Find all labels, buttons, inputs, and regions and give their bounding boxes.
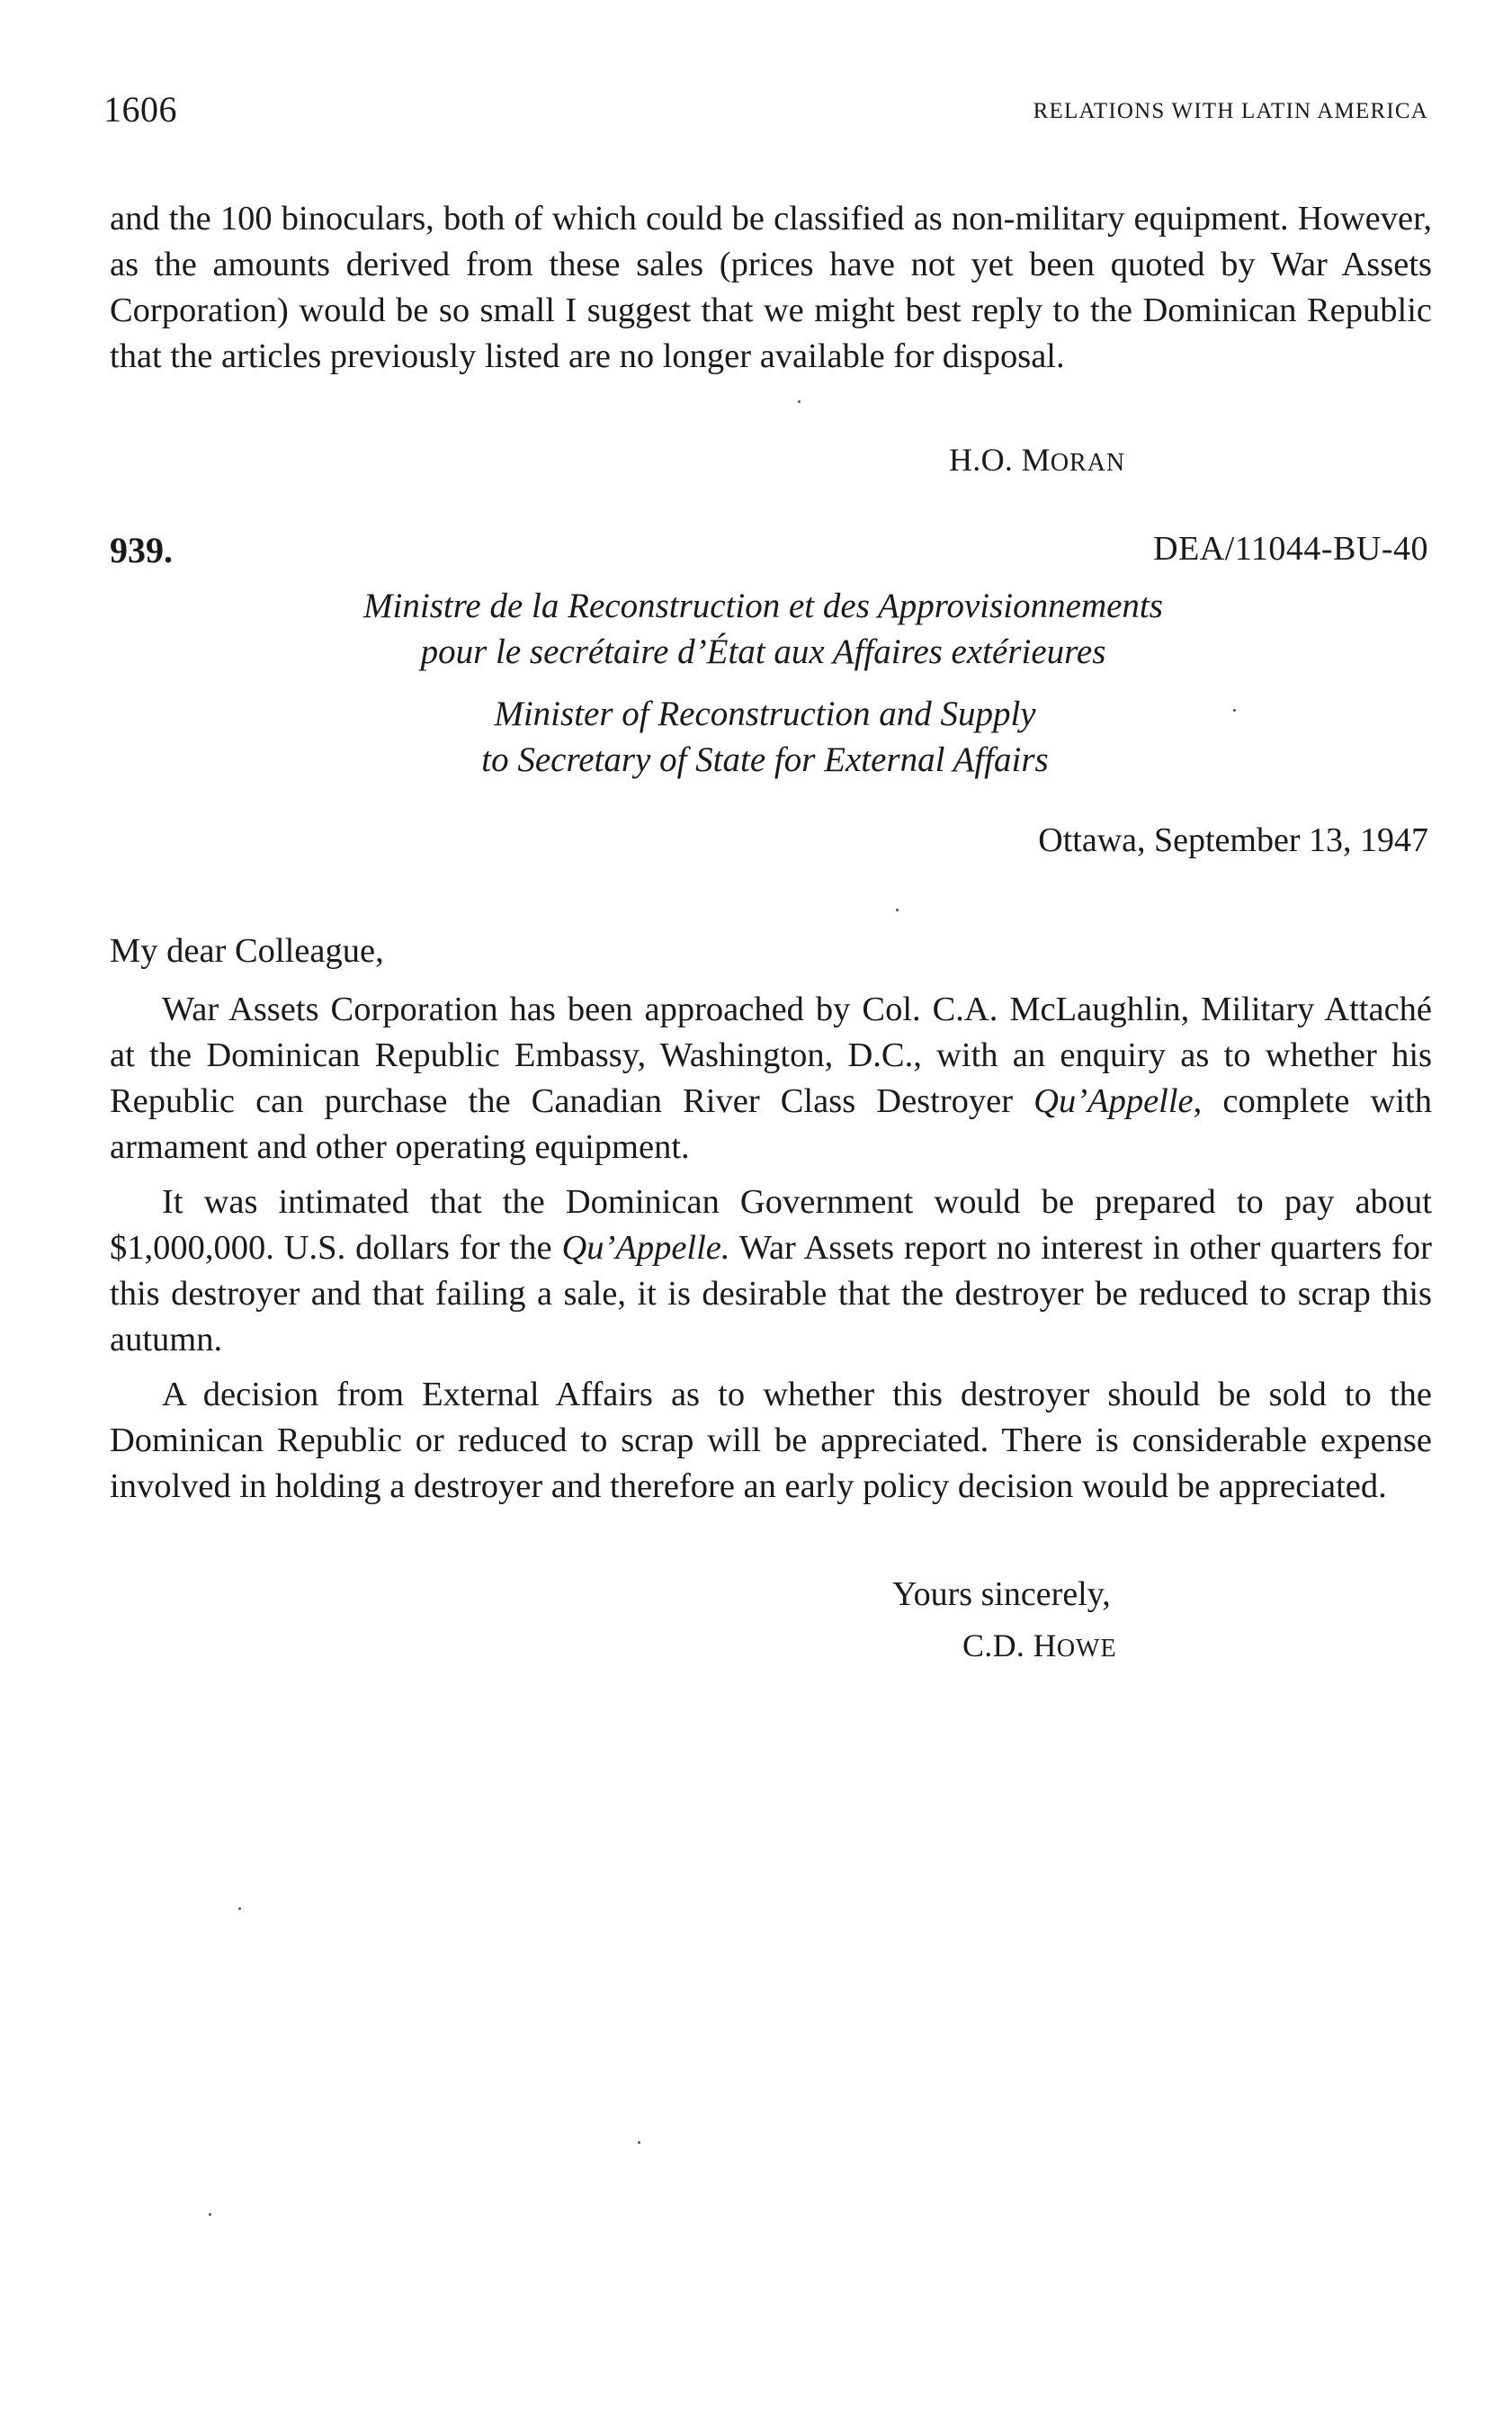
title-english xyxy=(9,691,1512,783)
page-number: 1606 xyxy=(103,89,177,130)
ship-name: Qu’Appelle. xyxy=(561,1229,730,1267)
scan-speck xyxy=(638,2141,640,2144)
dateline: Ottawa, September 13, 1947 xyxy=(1038,821,1428,859)
file-code: DEA/11044-BU-40 xyxy=(1153,530,1428,568)
letter-p1-text-a: War Assets Corporation has been approached by Col. C.A. McLaughlin, Military Attaché at the Dominican Republic Embassy, Washington, D.C., with an enquiry as to whether his Republic can purchase the Canadian River Class Destroyer xyxy=(110,991,1432,1120)
title-french xyxy=(7,583,1512,675)
salutation: My dear Colleague, xyxy=(110,932,384,970)
letter-paragraph-3: A decision from External Affairs as to whether this destroyer should be sold to the Dominican Republic or reduced to scrap will be appreciated. There is considerable expense involved in holding a destroyer and therefore an early policy decision would be appreciated. xyxy=(110,1376,1432,1505)
scan-speck xyxy=(1233,709,1236,712)
signature-moran xyxy=(949,441,1125,479)
continuation-text: and the 100 binoculars, both of which could be classified as non-military equipment. However, as the amounts derived from these sales (prices have not yet been quoted by War Assets Corporation) would be so small I suggest that we might best reply to the Dominican Republic that the articles previously listed are no longer available for disposal. xyxy=(110,200,1432,375)
letter-p1-text-b: , complete with armament and other operating equipment. xyxy=(110,1082,1432,1166)
continuation-paragraph xyxy=(110,196,1432,380)
letter-p2-text-a: It was intimated that the Dominican Government would be prepared to pay about $1,000,000. U.S. dollars for the xyxy=(110,1183,1432,1267)
title-english-line-1: Minister of Reconstruction and Supply xyxy=(494,695,1036,733)
title-french-line-2: pour le secrétaire d’État aux Affaires extérieures xyxy=(420,632,1106,671)
running-title: RELATIONS WITH LATIN AMERICA xyxy=(1033,99,1428,123)
title-french-line-1: Ministre de la Reconstruction et des Approvisionnements xyxy=(363,587,1163,625)
scan-speck xyxy=(209,2213,211,2216)
scan-speck xyxy=(896,909,899,911)
letter-body xyxy=(110,987,1432,1519)
scan-speck xyxy=(238,1907,241,1910)
signature-howe-initials: C.D. H xyxy=(962,1627,1057,1663)
signature-moran-initials: H.O. M xyxy=(949,442,1051,478)
document-number: 939. xyxy=(110,530,173,570)
signature-moran-surname: ORAN xyxy=(1050,449,1126,477)
signature-howe-surname: OWE xyxy=(1056,1635,1117,1663)
letter-paragraph-1 xyxy=(110,987,1432,1170)
title-english-line-2: to Secretary of State for External Affairs xyxy=(481,740,1049,779)
letter-paragraph-2 xyxy=(110,1179,1432,1363)
closing: Yours sincerely, xyxy=(892,1575,1111,1613)
ship-name: Qu’Appelle xyxy=(1033,1082,1194,1120)
letter-p2-text-b: War Assets report no interest in other quarters for this destroyer and that failing a sale, it is desirable that the destroyer be reduced to scrap this autumn. xyxy=(110,1229,1432,1358)
scan-speck xyxy=(798,400,801,403)
signature-howe xyxy=(962,1627,1117,1664)
